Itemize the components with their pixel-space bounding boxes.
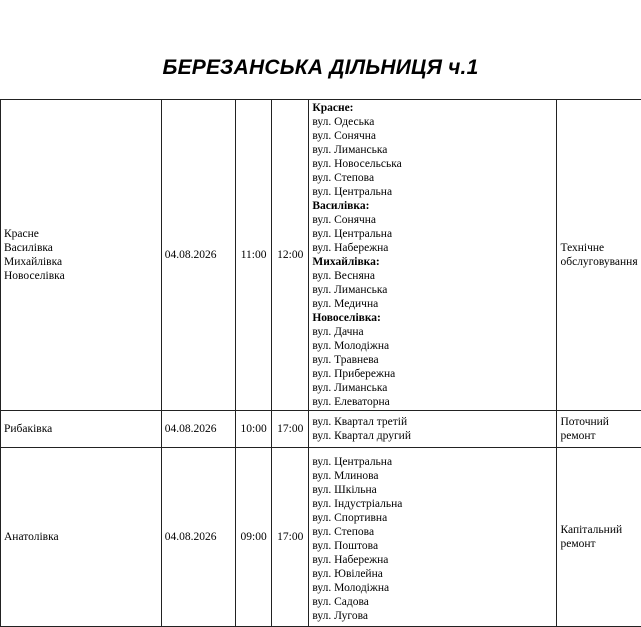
street-name: вул. Новосельська bbox=[312, 158, 402, 170]
settlement-name: Василівка bbox=[4, 242, 53, 254]
settlement-name: Михайлівка bbox=[4, 256, 63, 268]
start-time-cell: 11:00 bbox=[236, 100, 272, 411]
street-name: вул. Сонячна bbox=[312, 130, 377, 142]
end-time-cell: 17:00 bbox=[272, 411, 309, 448]
street-name: вул. Медична bbox=[312, 298, 379, 310]
settlement-cell bbox=[1, 100, 162, 411]
outage-schedule-table bbox=[0, 99, 641, 627]
work-type-cell bbox=[557, 448, 641, 627]
street-name: вул. Степова bbox=[312, 172, 375, 184]
street-name: вул. Квартал третій bbox=[312, 416, 408, 428]
date-cell: 04.08.2026 bbox=[161, 411, 235, 448]
work-type-cell bbox=[557, 100, 641, 411]
street-name: вул. Центральна bbox=[312, 455, 393, 468]
street-name: вул. Сонячна bbox=[312, 214, 377, 226]
work-type-cell bbox=[557, 411, 641, 448]
street-name: вул. Ювілейна bbox=[312, 567, 383, 580]
date-cell: 04.08.2026 bbox=[161, 448, 235, 627]
street-name: вул. Набережна bbox=[312, 553, 389, 566]
date-cell: 04.08.2026 bbox=[161, 100, 235, 411]
end-time-cell: 12:00 bbox=[272, 100, 309, 411]
streets-cell bbox=[309, 411, 557, 448]
end-time-cell: 17:00 bbox=[272, 448, 309, 627]
street-group-heading: Новоселівка: bbox=[312, 312, 381, 324]
street-name: вул. Степова bbox=[312, 525, 375, 538]
street-name: вул. Лиманська bbox=[312, 284, 388, 296]
settlement-name: Красне bbox=[4, 228, 39, 240]
table-row bbox=[1, 448, 641, 627]
street-name: вул. Поштова bbox=[312, 539, 379, 552]
streets-cell bbox=[309, 100, 557, 411]
work-type-text: ремонт bbox=[560, 538, 596, 550]
table-row bbox=[1, 100, 641, 411]
street-name: вул. Молодіжна bbox=[312, 581, 390, 594]
settlement-name: Анатолівка bbox=[4, 531, 59, 543]
street-name: вул. Травнева bbox=[312, 354, 379, 366]
street-group-heading: Василівка: bbox=[312, 200, 370, 212]
streets-cell bbox=[309, 448, 557, 627]
street-name: вул. Елеваторна bbox=[312, 396, 390, 408]
street-name: вул. Молодіжна bbox=[312, 340, 390, 352]
street-name: вул. Центральна bbox=[312, 228, 393, 240]
street-name: вул. Центральна bbox=[312, 186, 393, 198]
street-name: вул. Прибережна bbox=[312, 368, 396, 380]
work-type-text: Технічне bbox=[560, 242, 605, 254]
street-name: вул. Одеська bbox=[312, 116, 375, 128]
settlement-cell bbox=[1, 448, 162, 627]
settlement-name: Новоселівка bbox=[4, 270, 65, 282]
street-group-heading: Михайлівка: bbox=[312, 256, 380, 268]
page-title: БЕРЕЗАНСЬКА ДІЛЬНИЦЯ ч.1 bbox=[162, 56, 479, 79]
street-name: вул. Садова bbox=[312, 595, 369, 608]
start-time-cell: 09:00 bbox=[236, 448, 272, 627]
settlement-name: Рибаківка bbox=[4, 423, 53, 435]
street-name: вул. Дачна bbox=[312, 326, 364, 338]
street-name: вул. Шкільна bbox=[312, 483, 377, 496]
schedule-body bbox=[1, 100, 641, 627]
street-name: вул. Індустріальна bbox=[312, 497, 403, 510]
street-name: вул. Набережна bbox=[312, 242, 389, 254]
street-name: вул. Лиманська bbox=[312, 144, 388, 156]
street-group-heading: Красне: bbox=[312, 102, 354, 114]
street-name: вул. Весняна bbox=[312, 270, 375, 282]
street-name: вул. Лугова bbox=[312, 609, 368, 622]
street-name: вул. Лиманська bbox=[312, 382, 388, 394]
street-name: вул. Млинова bbox=[312, 469, 379, 482]
street-name: вул. Спортивна bbox=[312, 511, 388, 524]
work-type-text: обслуговування bbox=[560, 256, 638, 268]
settlement-cell bbox=[1, 411, 162, 448]
work-type-text: Поточний bbox=[560, 416, 609, 428]
start-time-cell: 10:00 bbox=[236, 411, 272, 448]
table-row bbox=[1, 411, 641, 448]
work-type-text: Капітальний bbox=[560, 524, 623, 536]
work-type-text: ремонт bbox=[560, 430, 596, 442]
street-name: вул. Квартал другий bbox=[312, 430, 411, 442]
